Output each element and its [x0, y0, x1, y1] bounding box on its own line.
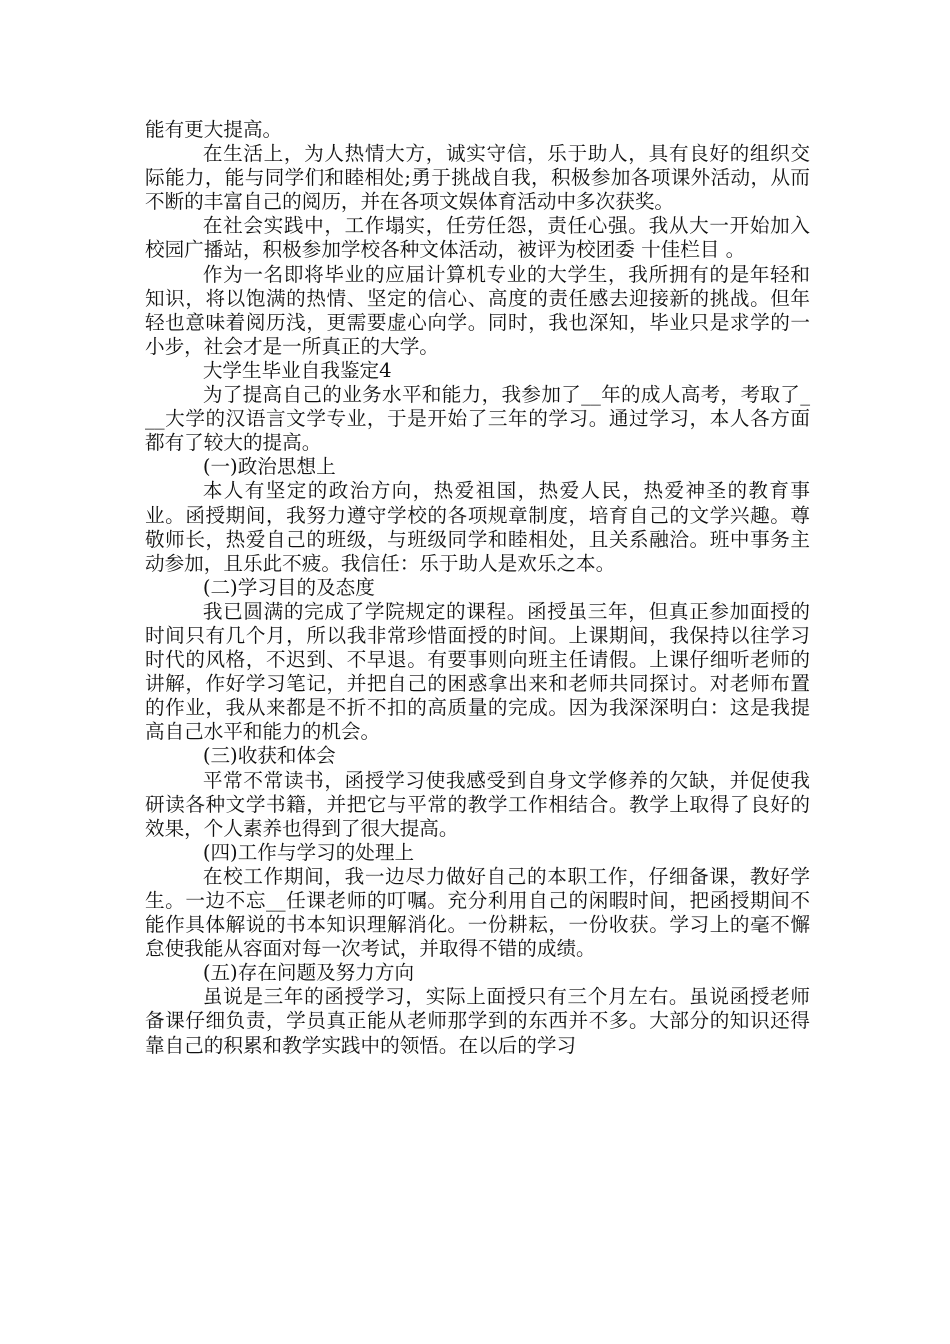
- paragraph-problems: 虽说是三年的函授学习，实际上面授只有三个月左右。虽说函授老师备课仔细负责，学员真正能从老师那学到的东西并不多。大部分的知识还得靠自己的积累和教学实践中的领悟。在以后的学习: [145, 985, 810, 1057]
- paragraph-study-attitude: 我已圆满的完成了学院规定的课程。函授虽三年，但真正参加面授的时间只有几个月，所以我非常珍惜面授的时间。上课期间，我保持以往学习时代的风格，不迟到、不早退。有要事则向班主任请假。上课仔细听老师的讲解，作好学习笔记，并把自己的困惑拿出来和老师共同探讨。对老师布置的作业，我从来都是不折不扣的高质量的完成。因为我深深明白：这是我提高自己水平和能力的机会。: [145, 599, 810, 744]
- paragraph-politics: 本人有坚定的政治方向，热爱祖国，热爱人民，热爱神圣的教育事业。函授期间，我努力遵守学校的各项规章制度，培育自己的文学兴趣。尊敬师长，热爱自己的班级，与班级同学和睦相处，且关系融洽。班中事务主动参加，且乐此不疲。我信任：乐于助人是欢乐之本。: [145, 479, 810, 575]
- paragraph-continuation: 能有更大提高。: [145, 118, 283, 141]
- paragraph-work-study: 在校工作期间，我一边尽力做好自己的本职工作，仔细备课，教好学生。一边不忘__任课老师的叮嘱。充分利用自己的闲暇时间，把函授期间不能作具体解说的书本知识理解消化。一份耕耘，一份收获。学习上的毫不懈怠使我能从容面对每一次考试，并取得不错的成绩。: [145, 864, 810, 961]
- paragraph-graduate: 作为一名即将毕业的应届计算机专业的大学生，我所拥有的是年轻和知识，将以饱满的热情、坚定的信心、高度的责任感去迎接新的挑战。但年轻也意味着阅历浅，更需要虚心向学。同时，我也深知，毕业只是求学的一小步，社会才是一所真正的大学。: [145, 262, 810, 358]
- paragraph-intro: 为了提高自己的业务水平和能力，我参加了__年的成人高考，考取了___大学的汉语言文学专业，于是开始了三年的学习。通过学习，本人各方面都有了较大的提高。: [145, 383, 810, 455]
- paragraph-life: 在生活上，为人热情大方，诚实守信，乐于助人，具有良好的组织交际能力，能与同学们和睦相处;勇于挑战自我，积极参加各项课外活动，从而不断的丰富自己的阅历，并在各项文娱体育活动中多次获奖。: [145, 142, 810, 214]
- paragraph-social-practice: 在社会实践中，工作塌实，任劳任怨，责任心强。我从大一开始加入校园广播站，积极参加学校各种文体活动，被评为校团委 十佳栏目 。: [145, 214, 810, 262]
- subheading-politics: (一)政治思想上: [202, 455, 336, 479]
- document-page: [145, 118, 810, 1058]
- subheading-work-study: (四)工作与学习的处理上: [202, 840, 415, 864]
- paragraph-gains: 平常不常读书，函授学习使我感受到自身文学修养的欠缺，并促使我研读各种文学书籍，并把它与平常的教学工作相结合。教学上取得了良好的效果，个人素养也得到了很大提高。: [145, 768, 810, 840]
- section-title: 大学生毕业自我鉴定4: [202, 358, 392, 382]
- subheading-gains: (三)收获和体会: [202, 744, 336, 768]
- subheading-study-attitude: (二)学习目的及态度: [202, 575, 375, 599]
- subheading-problems: (五)存在问题及努力方向: [202, 961, 415, 985]
